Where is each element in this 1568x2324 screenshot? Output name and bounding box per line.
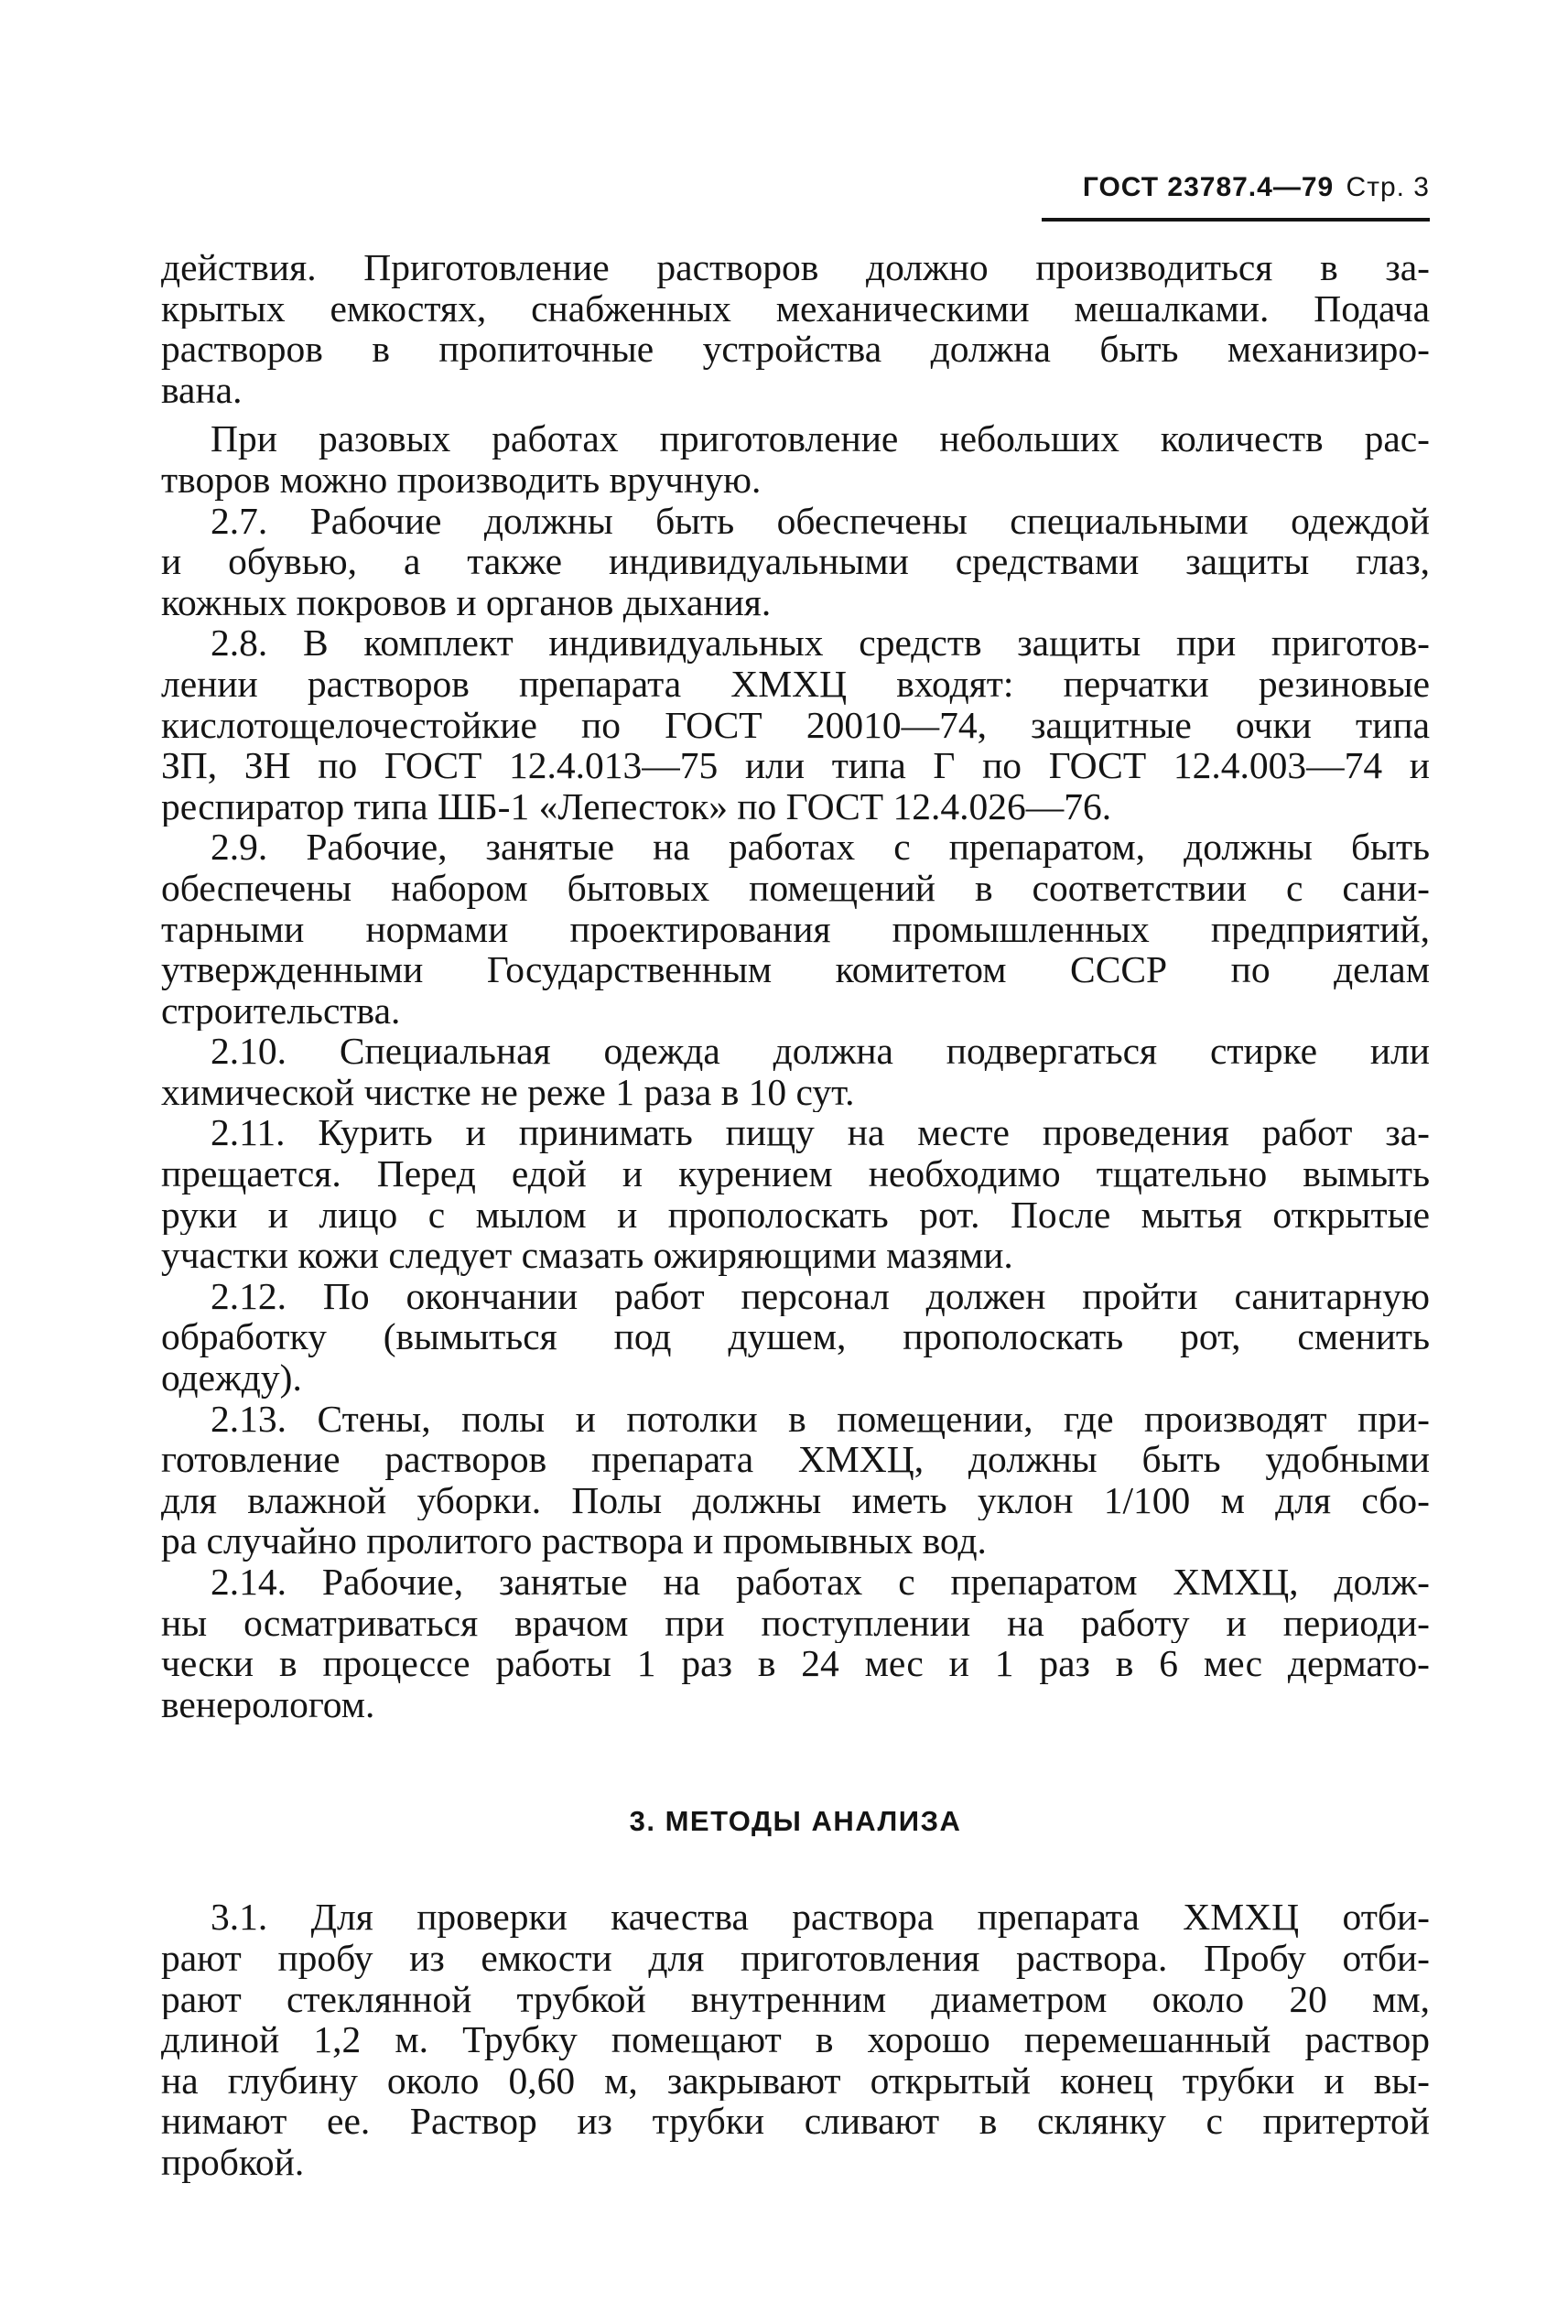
paragraph-2-7 [161,501,1430,623]
text-line: тарными нормами проектирования промышленных предприятий, [161,908,1430,950]
page-header [1042,172,1430,203]
text-line: строительства. [161,989,401,1032]
page-number: Стр. 3 [1346,172,1430,202]
text-line: готовление растворов препарата ХМХЦ, должны быть удобными [161,1439,1430,1480]
text-line: респиратор типа ШБ-1 «Лепесток» по ГОСТ 12.4.026—76. [161,785,1112,827]
paragraph-2-8 [161,622,1430,827]
text-line: При разовых работах приготовление небольших количеств рас- [211,418,1430,459]
text-line: химической чистке не реже 1 раза в 10 сут. [161,1071,855,1113]
header-rule [1042,218,1430,222]
text-line: вана. [161,369,243,411]
document-body [161,247,1430,2183]
text-line: ра случайно пролитого раствора и промывных вод. [161,1520,987,1562]
text-line: нимают ее. Раствор из трубки сливают в склянку с притертой [161,2101,1430,2142]
text-line: 3.1. Для проверки качества раствора препарата ХМХЦ отби- [211,1897,1430,1938]
text-line: творов можно производить вручную. [161,459,762,501]
paragraph-2-10 [161,1031,1430,1112]
text-line: рают пробу из емкости для приготовления раствора. Пробу отби- [161,1937,1430,1979]
paragraph-2-13 [161,1399,1430,1562]
text-line: 2.10. Специальная одежда должна подвергаться стирке или [211,1031,1430,1072]
text-line: 2.14. Рабочие, занятые на работах с препаратом ХМХЦ, долж- [211,1562,1430,1603]
text-line: 2.12. По окончании работ персонал должен пройти санитарную [211,1275,1430,1317]
text-line: утвержденными Государственным комитетом СССР по делам [161,949,1430,990]
standard-number: ГОСТ 23787.4—79 [1082,172,1335,202]
text-line: и обувью, а также индивидуальными средствами защиты глаз, [161,541,1430,582]
text-line: 2.9. Рабочие, занятые на работах с препаратом, должны быть [211,827,1430,868]
text-line: крытых емкостях, снабженных механическими мешалками. Подача [161,287,1430,330]
text-line: 2.8. В комплект индивидуальных средств защиты при приготов- [211,622,1430,664]
paragraph-2-9 [161,827,1430,1031]
text-line: для влажной уборки. Полы должны иметь уклон 1/100 м для сбо- [161,1479,1430,1521]
text-line: пробкой. [161,2141,305,2183]
paragraph-continuation [161,247,1430,410]
text-line: ны осматриваться врачом при поступлении на работу и периоди- [161,1602,1430,1644]
text-line: одежду). [161,1357,302,1399]
text-line: действия. Приготовление растворов должно производиться в за- [161,247,1430,288]
text-line: растворов в пропиточные устройства должна быть механизиро- [161,329,1430,370]
text-line: лении растворов препарата ХМХЦ входят: перчатки резиновые [161,663,1430,705]
section-heading: 3. МЕТОДЫ АНАЛИЗА [629,1805,962,1838]
text-line: руки и лицо с мылом и прополоскать рот. После мытья открытые [161,1194,1430,1236]
text-line: 2.11. Курить и принимать пищу на месте проведения работ за- [211,1112,1430,1154]
text-line: венерологом. [161,1683,375,1725]
text-line: чески в процессе работы 1 раз в 24 мес и 1 раз в 6 мес дермато- [161,1643,1430,1684]
paragraph-2-12 [161,1276,1430,1399]
paragraph-2-11 [161,1112,1430,1275]
text-line: обработку (вымыться под душем, прополоскать рот, сменить [161,1316,1430,1358]
text-line: на глубину около 0,60 м, закрывают открытый конец трубки и вы- [161,2059,1430,2102]
text-line: участки кожи следует смазать ожиряющими мазями. [161,1235,1013,1276]
paragraph-manual-prep [161,418,1430,500]
text-line: 2.7. Рабочие должны быть обеспечены специальными одеждой [211,500,1430,542]
text-line: обеспечены набором бытовых помещений в соответствии с сани- [161,867,1430,909]
text-line: кислотощелочестойкие по ГОСТ 20010—74, защитные очки типа [161,704,1430,746]
text-line: длиной 1,2 м. Трубку помещают в хорошо перемешанный раствор [161,2019,1430,2060]
text-line: прещается. Перед едой и курением необходимо тщательно вымыть [161,1153,1430,1194]
text-line: кожных покровов и органов дыхания. [161,581,772,623]
paragraph-2-14 [161,1562,1430,1724]
text-line: 2.13. Стены, полы и потолки в помещении, где производят при- [211,1398,1430,1440]
text-line: ЗП, ЗН по ГОСТ 12.4.013—75 или типа Г по ГОСТ 12.4.003—74 и [161,745,1430,786]
text-line: рают стеклянной трубкой внутренним диаметром около 20 мм, [161,1978,1430,2020]
paragraph-3-1 [161,1897,1430,2182]
